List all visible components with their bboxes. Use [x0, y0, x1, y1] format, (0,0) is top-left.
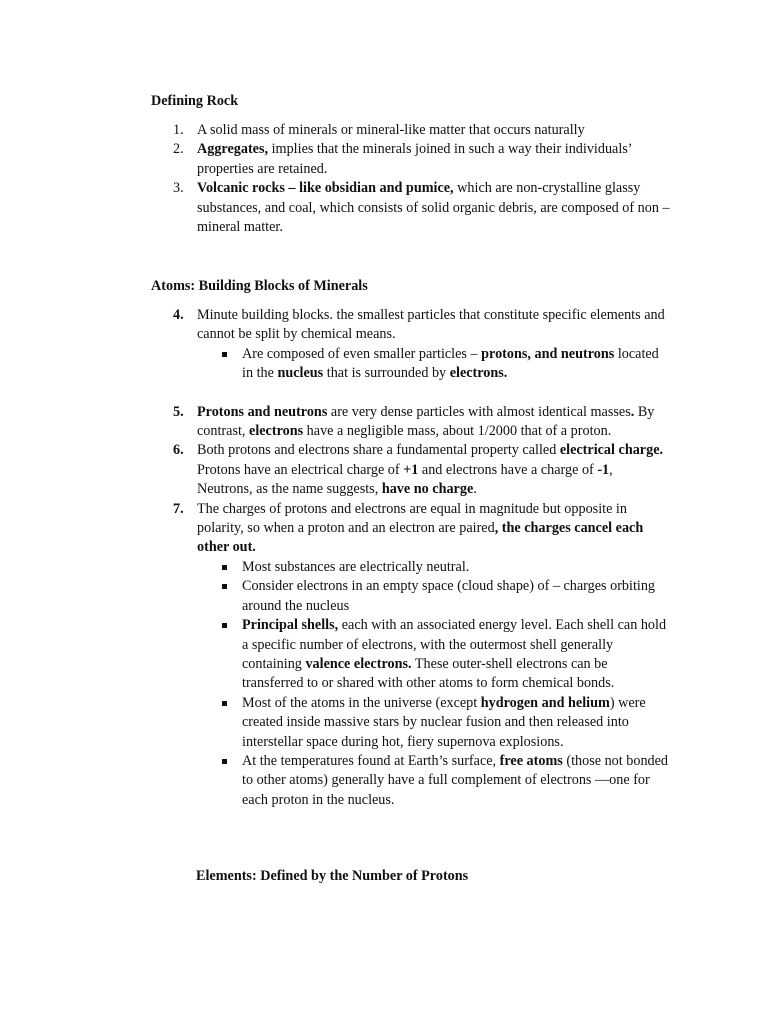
- list-number: 5.: [173, 403, 184, 420]
- list-number: 7.: [173, 500, 184, 517]
- bold-text-run: .: [630, 403, 635, 420]
- text-run: Minute building blocks. the smallest particles that constitute specific elements and cannot be split by chemical means.: [197, 307, 665, 343]
- bold-text-run: protons, and neutrons: [481, 345, 615, 362]
- list-number: 4.: [173, 307, 184, 323]
- bold-text-run: have no charge: [381, 481, 474, 498]
- bold-text-run: Aggregates,: [197, 141, 269, 158]
- text-run: that is surrounded by: [323, 365, 450, 382]
- list-number: 2.: [173, 141, 184, 158]
- list-item-text: [197, 307, 665, 342]
- bullet-item: [151, 345, 671, 384]
- bullet-item: [151, 752, 671, 810]
- text-run: At the temperatures found at Earth’s surface,: [242, 752, 500, 769]
- list-item-7-bullets: [151, 558, 671, 810]
- text-run: Most substances are electrically neutral.: [242, 558, 470, 575]
- bullet-text: [242, 578, 655, 613]
- square-bullet-icon: [222, 701, 227, 706]
- text-run: (those not bonded to other atoms) generally have a full complement of electrons —one for each proton in the nucleus.: [242, 752, 669, 808]
- text-run: each with an associated energy level. Each shell can hold a specific number of electrons, with the outermost shell generally containing: [242, 617, 667, 672]
- bullet-text: [242, 617, 666, 691]
- list-number: 1.: [173, 122, 184, 138]
- bullet-text: [242, 346, 659, 381]
- list-item-6: [151, 441, 671, 499]
- text-run: Consider electrons in an empty space (cloud shape) of – charges orbiting around the nucleus: [242, 578, 656, 614]
- bold-text-run: valence electrons.: [305, 655, 412, 672]
- list-item-text: [197, 404, 654, 439]
- bold-text-run: hydrogen and helium: [480, 694, 610, 711]
- list-item-3: [151, 179, 671, 237]
- bullet-text: [242, 695, 646, 750]
- bold-text-run: Protons and neutrons: [197, 403, 328, 420]
- bold-text-run: +1: [403, 461, 419, 478]
- text-run: ) were created inside massive stars by nuclear fusion and then released into interstellar space during hot, fiery supernova explosions.: [242, 694, 646, 750]
- list-item-4: [151, 306, 671, 345]
- defining-rock-list: [151, 121, 671, 237]
- text-run: , Neutrons, as the name suggests,: [197, 461, 613, 498]
- text-run: Are composed of even smaller particles –: [242, 345, 482, 362]
- bullet-item: [151, 694, 671, 752]
- list-item-2: [151, 140, 671, 179]
- text-run: have a negligible mass, about 1/2000 that of a proton.: [303, 423, 612, 440]
- text-run: are very dense particles with almost identical masses: [327, 403, 631, 420]
- square-bullet-icon: [222, 565, 227, 570]
- bold-text-run: , the charges cancel each other out.: [197, 520, 644, 556]
- heading-atoms: Atoms: Building Blocks of Minerals: [151, 278, 368, 294]
- list-item-text: [197, 141, 631, 176]
- text-run: implies that the minerals joined in such a way their individuals’ properties are retained.: [197, 141, 632, 177]
- atoms-list: [151, 306, 671, 810]
- text-run: Both protons and electrons share a fundamental property called: [197, 442, 560, 459]
- text-run: located in the: [242, 345, 659, 382]
- text-run: and electrons have a charge of: [418, 461, 598, 478]
- bullet-text: [242, 559, 469, 575]
- text-run: Most of the atoms in the universe (except: [242, 694, 481, 711]
- text-run: A solid mass of minerals or mineral-like matter that occurs naturally: [197, 122, 585, 138]
- heading-elements: Elements: Defined by the Number of Protons: [196, 868, 469, 884]
- square-bullet-icon: [222, 352, 227, 357]
- text-run: Protons have an electrical charge of: [197, 461, 404, 478]
- bullet-item: [151, 616, 671, 694]
- list-item-text: [197, 122, 585, 138]
- bold-text-run: free atoms: [499, 752, 563, 769]
- spacer: [151, 384, 671, 403]
- square-bullet-icon: [222, 759, 227, 764]
- square-bullet-icon: [222, 584, 227, 589]
- list-item-4-bullets: [151, 345, 671, 384]
- list-item-text: [197, 442, 663, 497]
- text-run: The charges of protons and electrons are equal in magnitude but opposite in polarity, so when a proton and an electron are paired: [197, 500, 627, 537]
- bold-text-run: Volcanic rocks – like obsidian and pumice,: [197, 180, 454, 197]
- list-item-text: [197, 501, 643, 556]
- text-run: .: [473, 481, 477, 498]
- text-run: These outer-shell electrons can be transferred to or shared with other atoms to form chemical bonds.: [242, 655, 615, 692]
- bold-text-run: nucleus: [277, 365, 324, 382]
- bullet-item: [151, 558, 671, 577]
- bold-text-run: electrons.: [449, 365, 508, 382]
- text-run: which are non-crystalline glassy substances, and coal, which consists of solid organic debris, are composed of non – mineral matter.: [197, 180, 670, 236]
- list-number: 3.: [173, 180, 184, 197]
- bold-text-run: Principal shells,: [242, 617, 339, 634]
- list-item-5: [151, 403, 671, 442]
- list-item-text: [197, 180, 670, 235]
- bold-text-run: -1: [597, 461, 610, 478]
- bold-text-run: electrons: [249, 423, 304, 440]
- square-bullet-icon: [222, 623, 227, 628]
- list-item-1: [151, 121, 671, 140]
- list-item-7: [151, 500, 671, 558]
- text-run: By contrast,: [197, 403, 655, 440]
- bullet-item: [151, 577, 671, 616]
- bold-text-run: electrical charge.: [559, 442, 664, 459]
- bullet-text: [242, 753, 668, 808]
- heading-defining-rock: Defining Rock: [151, 93, 239, 109]
- list-number: 6.: [173, 442, 184, 459]
